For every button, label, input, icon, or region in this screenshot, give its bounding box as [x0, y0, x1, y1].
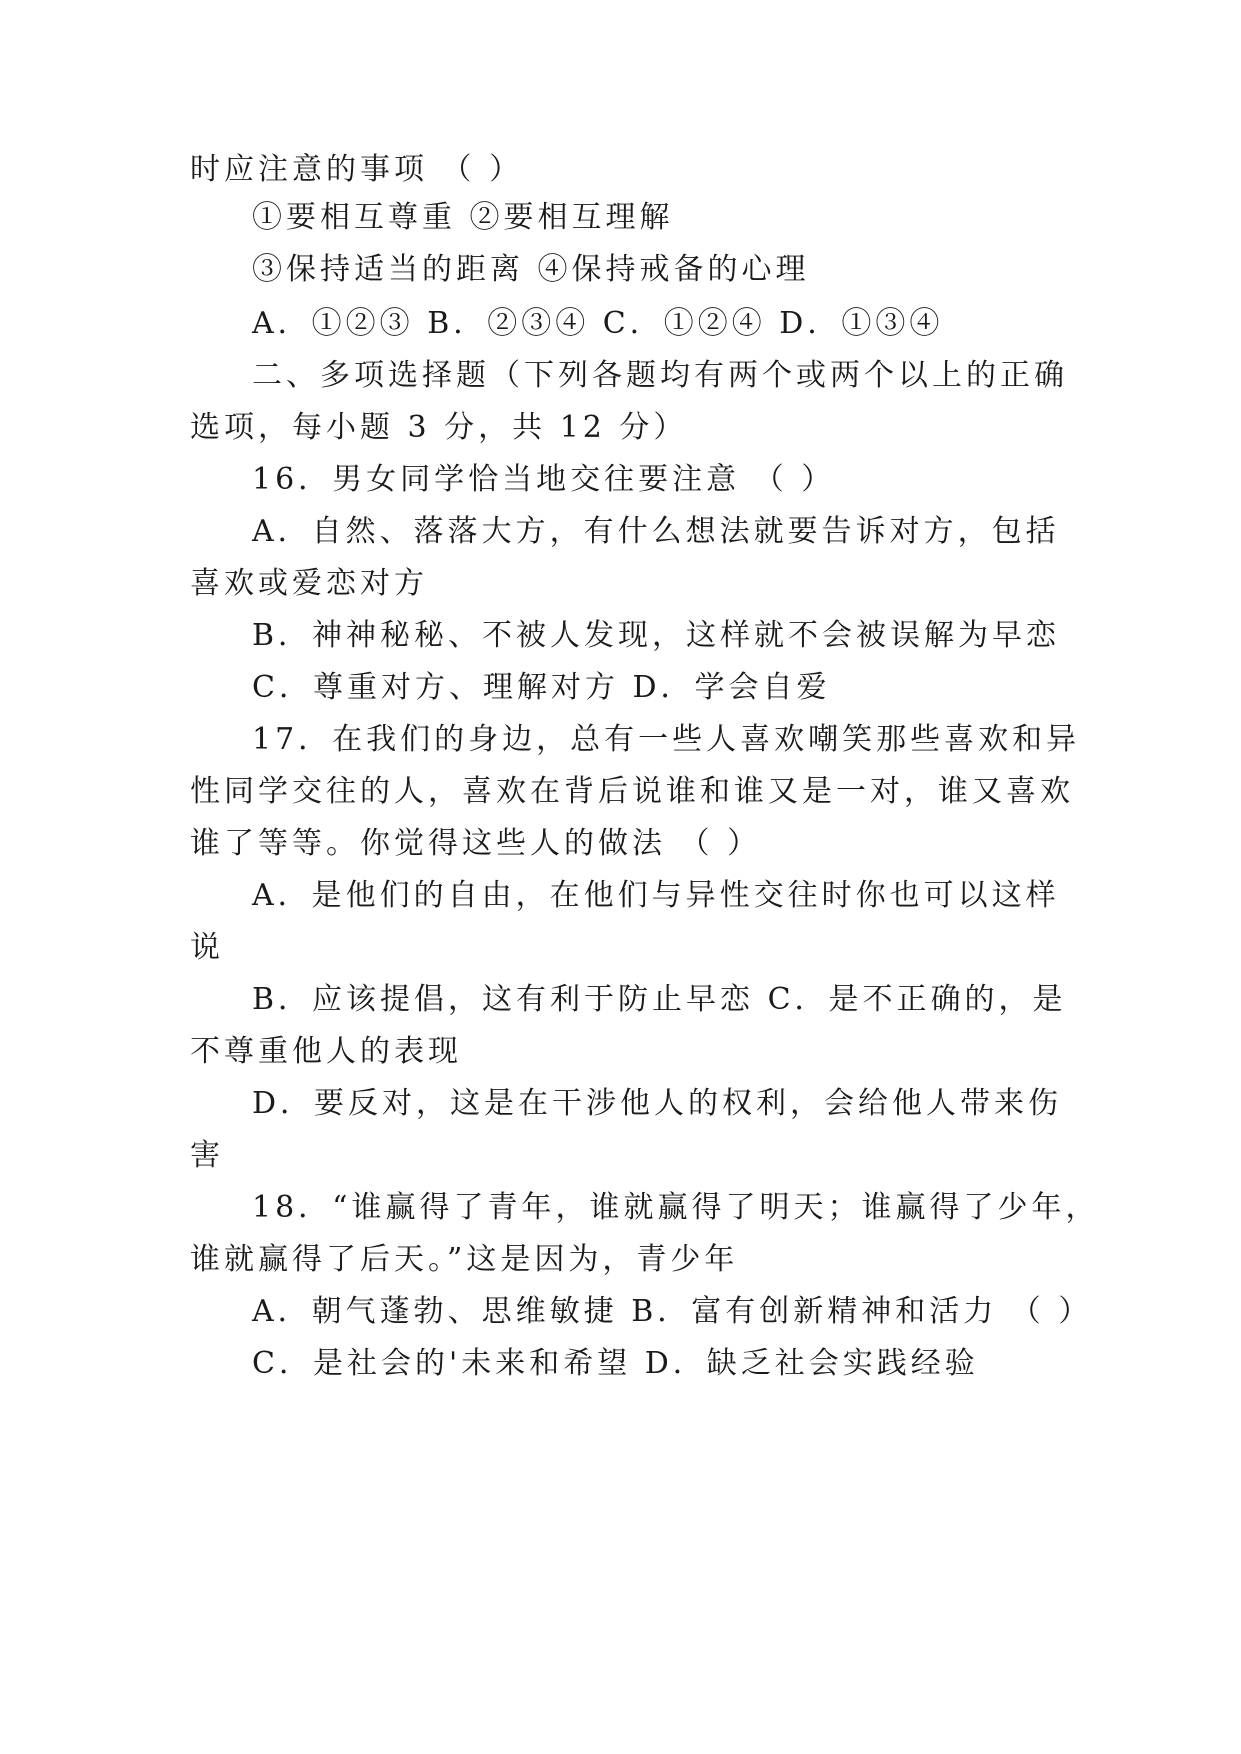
text-line: 选项，每小题 3 分，共 12 分）	[190, 410, 688, 445]
text-line: C．尊重对方、理解对方 D．学会自爱	[252, 670, 831, 705]
text-line: 性同学交往的人，喜欢在背后说谁和谁又是一对，谁又喜欢	[190, 774, 1074, 809]
text-line: 害	[190, 1138, 224, 1173]
text-line: C．是社会的'未来和希望 D．缺乏社会实践经验	[252, 1346, 979, 1381]
section-heading: 二、多项选择题（下列各题均有两个或两个以上的正确	[252, 358, 1068, 393]
text-line: B．应该提倡，这有利于防止早恋 C．是不正确的，是	[252, 982, 1067, 1017]
question-16: 16．男女同学恰当地交往要注意 （ ）	[252, 462, 836, 497]
question-17: 17．在我们的身边，总有一些人喜欢嘲笑那些喜欢和异	[252, 722, 1081, 757]
text-line: 不尊重他人的表现	[190, 1034, 462, 1069]
text-line: B．神神秘秘、不被人发现，这样就不会被误解为早恋	[252, 618, 1061, 653]
text-line: A．是他们的自由，在他们与异性交往时你也可以这样	[252, 878, 1060, 913]
text-line: A．自然、落落大方，有什么想法就要告诉对方，包括	[252, 514, 1060, 549]
text-line: A．朝气蓬勃、思维敏捷 B．富有创新精神和活力 （ ）	[252, 1294, 1093, 1329]
text-line: 说	[190, 930, 224, 965]
text-line: ③保持适当的距离 ④保持戒备的心理	[252, 252, 810, 287]
text-line: 时应注意的事项 （ ）	[190, 152, 524, 187]
text-line: 喜欢或爱恋对方	[190, 566, 428, 601]
text-line: 谁就赢得了后天。”这是因为，青少年	[190, 1242, 739, 1277]
text-line: ①要相互尊重 ②要相互理解	[252, 200, 674, 235]
text-line: A．①②③ B．②③④ C．①②④ D．①③④	[252, 306, 944, 341]
text-line: D．要反对，这是在干涉他人的权利，会给他人带来伤	[252, 1086, 1063, 1121]
question-18: 18．“谁赢得了青年，谁就赢得了明天；谁赢得了少年，	[252, 1190, 1100, 1225]
text-line: 谁了等等。你觉得这些人的做法 （ ）	[190, 826, 762, 861]
